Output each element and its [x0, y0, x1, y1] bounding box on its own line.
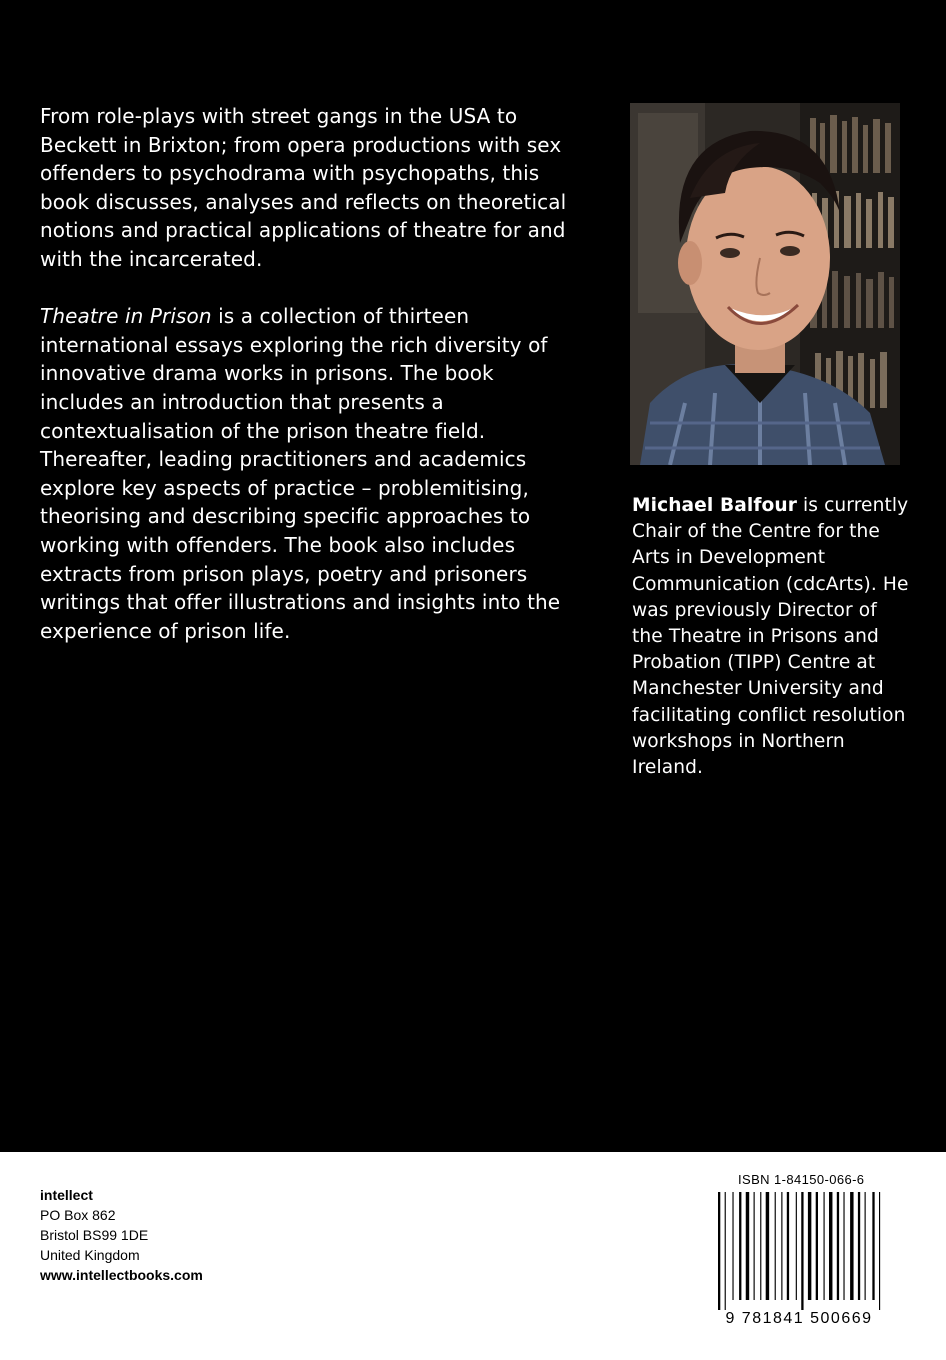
address-line-2: Bristol BS99 1DE: [40, 1227, 149, 1243]
author-name: Michael Balfour: [632, 495, 798, 516]
author-bio: [632, 493, 912, 781]
blurb-text: [40, 102, 580, 674]
barcode-number: 9 781841 500669: [725, 1310, 873, 1327]
blurb-paragraph-2: [40, 302, 580, 645]
author-photo: [630, 103, 900, 465]
barcode-bars: [714, 1192, 884, 1312]
author-bio-text: is currently Chair of the Centre for the Arts in Development Communication (cdcArts). He was previously Director of the Theatre in Prisons and Probation (TIPP) Centre at Manchester University and facilitating conflict resolution workshops in Northern Ireland.: [632, 495, 909, 779]
footer: [0, 1152, 946, 1360]
address-line-1: PO Box 862: [40, 1207, 116, 1223]
blurb-paragraph-1: From role-plays with street gangs in the USA to Beckett in Brixton; from opera productions with sex offenders to psychodrama with psychopaths, this book discusses, analyses and reflects on theoretical notions and practical applications of theatre for and with the incarcerated.: [40, 104, 567, 271]
publisher-address: [40, 1185, 203, 1285]
publisher-name: intellect: [40, 1187, 93, 1203]
publisher-website: www.intellectbooks.com: [40, 1267, 203, 1283]
isbn-label: ISBN 1-84150-066-6: [738, 1172, 865, 1187]
blurb-paragraph-2-text: is a collection of thirteen international essays exploring the rich diversity of innovative drama works in prisons. The book includes an introduction that presents a contextualisation of the prison theatre field. Thereafter, leading practitioners and academics explore key aspects of practice – problemitising, theorising and describing specific approaches to working with offenders. The book also includes extracts from prison plays, poetry and prisoners writings that offer illustrations and insights into the experience of prison life.: [40, 304, 561, 643]
address-line-3: United Kingdom: [40, 1247, 140, 1263]
book-title: Theatre in Prison: [40, 304, 212, 329]
barcode: [714, 1192, 884, 1342]
